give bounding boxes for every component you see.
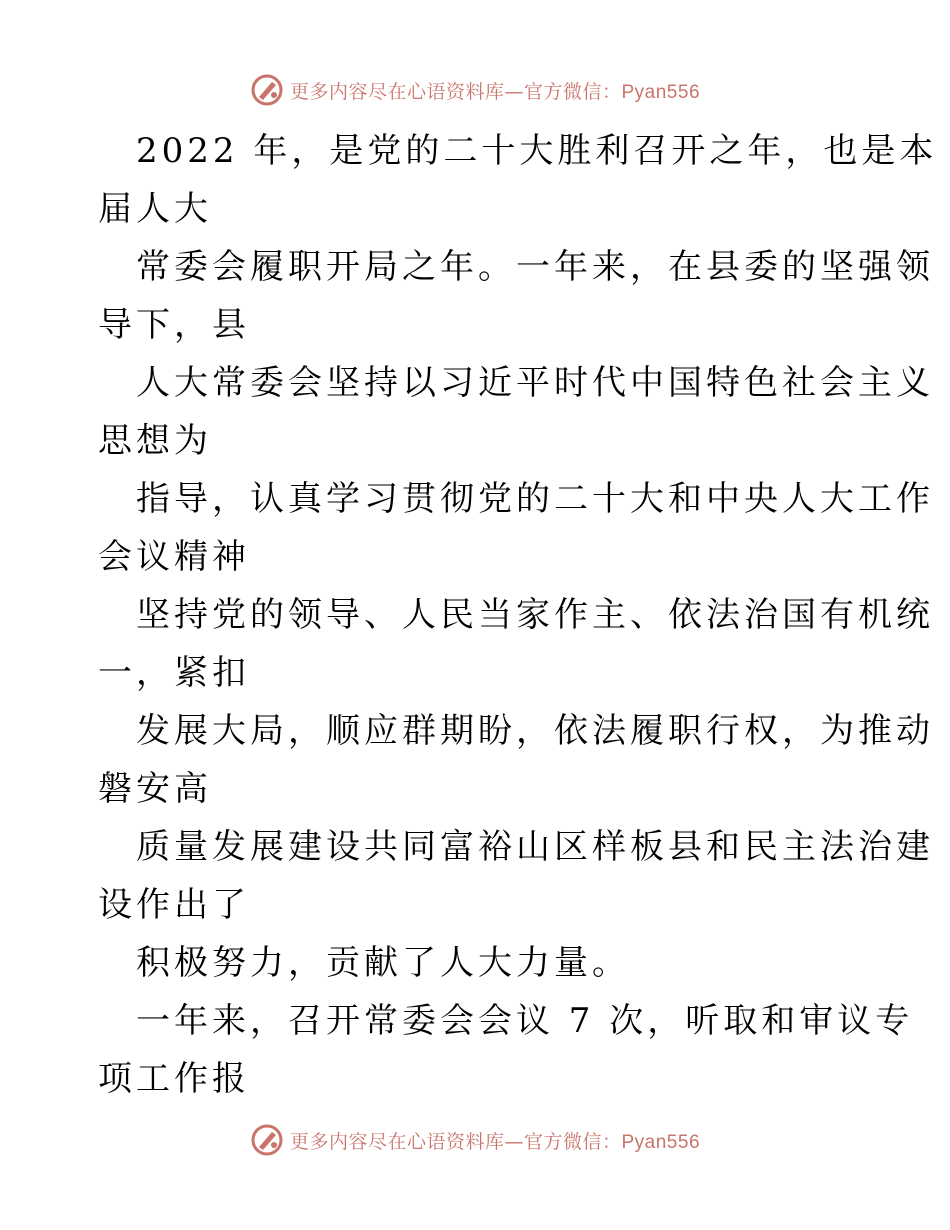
watermark-text: 更多内容尽在心语资料库—官方微信：Pyan556: [289, 80, 701, 103]
text-line: 质量发展建设共同富裕山区样板县和民主法治建: [136, 827, 934, 867]
footer-watermark: [0, 1120, 950, 1160]
text-line: 一，紧扣: [98, 653, 250, 693]
watermark-id: Pyan556: [621, 1131, 701, 1153]
text-line: 一年来，召开常委会会议 7 次，听取和审议专: [136, 1001, 914, 1041]
text-line: 坚持党的领导、人民当家作主、依法治国有机统: [136, 595, 934, 635]
text-line: 2022 年，是党的二十大胜利召开之年，也是本: [136, 131, 938, 171]
watermark-id: Pyan556: [621, 81, 701, 103]
text-line: 常委会履职开局之年。一年来，在县委的坚强领: [136, 247, 934, 287]
watermark-text: 更多内容尽在心语资料库—官方微信：Pyan556: [289, 1130, 701, 1153]
text-line: 会议精神: [98, 537, 250, 577]
pen-seal-logo-icon: [250, 1123, 284, 1157]
header-watermark: [0, 70, 950, 110]
text-line: 积极努力，贡献了人大力量。: [136, 943, 630, 983]
text-line: 人大常委会坚持以习近平时代中国特色社会主义: [136, 363, 934, 403]
text-line: 指导，认真学习贯彻党的二十大和中央人大工作: [136, 479, 934, 519]
text-line: 项工作报: [98, 1059, 250, 1099]
text-line: 导下，县: [98, 305, 250, 345]
text-line: 届人大: [98, 189, 212, 229]
text-line: 发展大局，顺应群期盼，依法履职行权，为推动: [136, 711, 934, 751]
text-line: 思想为: [98, 421, 212, 461]
pen-seal-logo-icon: [250, 73, 284, 107]
text-line: 设作出了: [98, 885, 250, 925]
text-line: 磐安高: [98, 769, 212, 809]
document-body: [98, 122, 938, 1108]
